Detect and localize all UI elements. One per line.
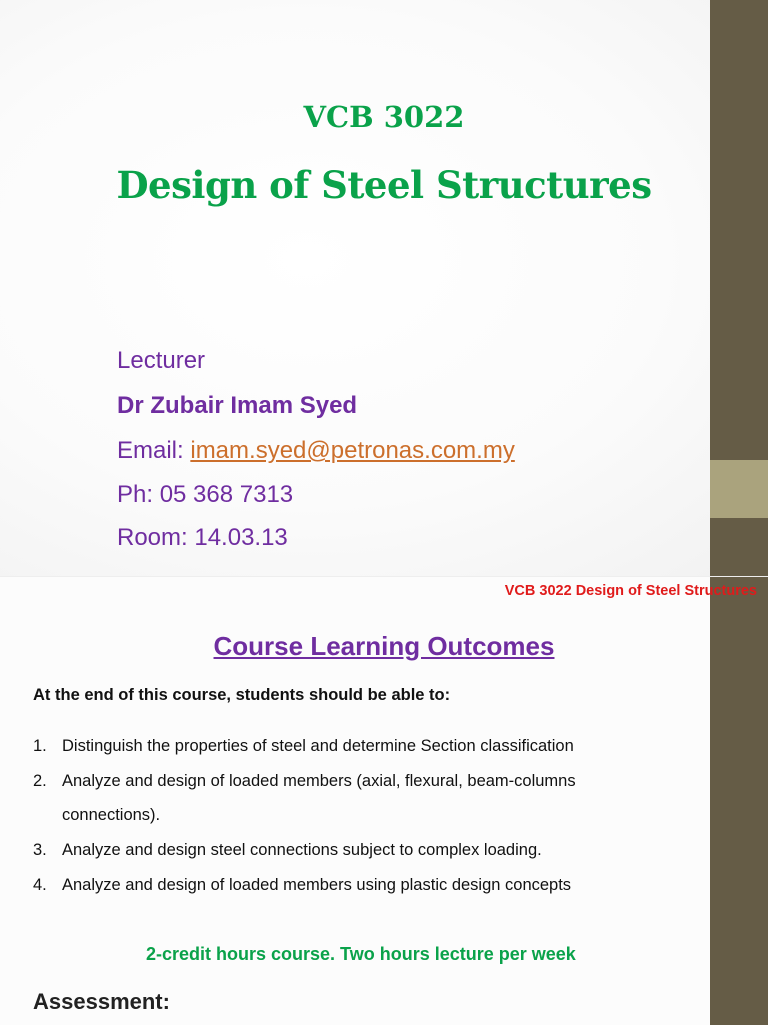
email-link[interactable]: imam.syed@petronas.com.my	[190, 437, 515, 464]
lecturer-name: Dr Zubair Imam Syed	[117, 392, 358, 419]
slide-header: VCB 3022 Design of Steel Structures	[504, 583, 757, 599]
phone-number: Ph: 05 368 7313	[117, 481, 294, 508]
outcome-item	[33, 772, 576, 791]
outcome-number: 3.	[33, 841, 47, 859]
outcomes-slide	[0, 576, 768, 1025]
email-label: Email:	[117, 437, 191, 464]
outcome-number: 1.	[33, 737, 47, 755]
outcome-text: Analyze and design of loaded members using plastic design concepts	[62, 876, 572, 894]
email-line	[117, 437, 515, 465]
outcome-text: Distinguish the properties of steel and determine Section classification	[62, 737, 574, 755]
assessment-heading: Assessment:	[33, 989, 170, 1014]
course-title: Design of Steel Structures	[116, 163, 652, 207]
outcome-item	[33, 841, 542, 860]
credit-note: 2-credit hours course. Two hours lecture per week	[146, 944, 576, 964]
room-number: Room: 14.03.13	[117, 524, 288, 551]
outcome-item	[33, 876, 571, 895]
outcomes-title: Course Learning Outcomes	[213, 631, 555, 661]
outcome-text: Analyze and design of loaded members (axial, flexural, beam-columns	[62, 772, 576, 790]
sidebar-accent-block	[710, 460, 768, 518]
outcomes-intro: At the end of this course, students should be able to:	[33, 686, 451, 704]
outcome-continuation: connections).	[62, 806, 161, 824]
course-code: VCB 3022	[303, 100, 465, 134]
outcome-number: 2.	[33, 772, 47, 790]
outcome-number: 4.	[33, 876, 47, 894]
outcome-item	[33, 737, 574, 756]
outcome-text: Analyze and design steel connections subject to complex loading.	[62, 841, 542, 859]
lecturer-label: Lecturer	[117, 347, 206, 374]
